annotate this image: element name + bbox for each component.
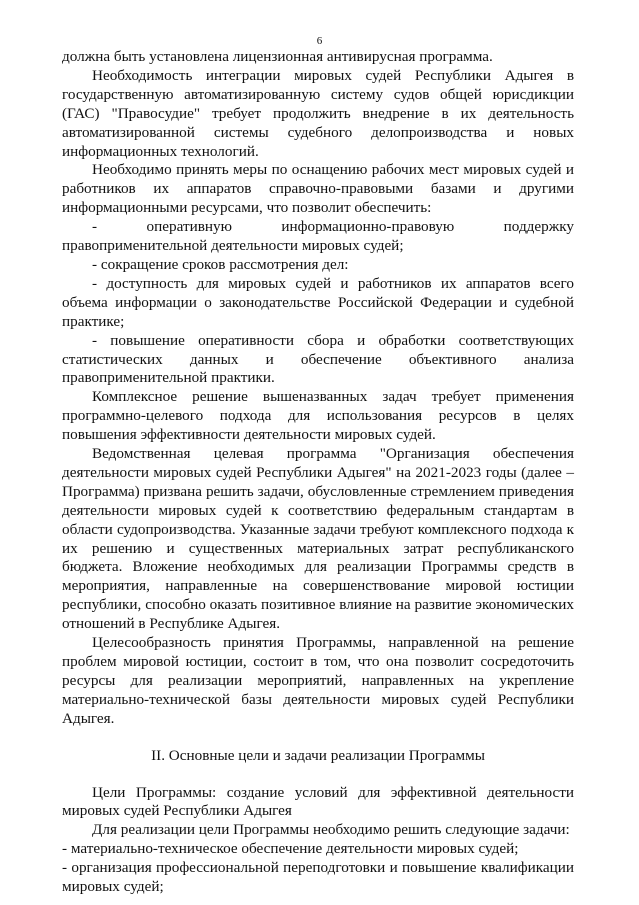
section-intro [62,48,574,729]
section-goals [62,784,574,897]
paragraph: Необходимо принять меры по оснащению рабочих мест мировых судей и работников их аппаратов справочно-правовыми базами и другими информационными ресурсами, что позволит обеспечить: [62,161,574,217]
paragraph: Ведомственная целевая программа "Организация обеспечения деятельности мировых судей Республики Адыгея" на 2021-2023 годы (далее – Программа) призвана решить задачи, обусловленные стремлением приведения деятельности мировых судей к соответствию федеральным стандартам в области судопроизводства. Указанные задачи требуют комплексного подхода к их решению и существенных материальных затрат республиканского бюджета. Вложение необходимых для реализации Программы средств в мероприятия, направленные на совершенствование мировой юстиции республики, способно оказать позитивное влияние на развитие экономических отношений в Республике Адыгея. [62,445,574,633]
paragraph: Цели Программы: создание условий для эффективной деятельности мировых судей Республики Адыгея [62,783,574,820]
list-item: - оперативную информационно-правовую поддержку правоприменительной деятельности мировых судей; [62,218,574,255]
paragraph: должна быть установлена лицензионная антивирусная программа. [62,48,493,65]
list-item: - сокращение сроков рассмотрения дел: [92,255,349,273]
paragraph: Целесообразность принятия Программы, направленной на решение проблем мировой юстиции, состоит в том, что она позволит сосредоточить ресурсы для реализации мероприятий, направленных на укрепление материально-технической базы деятельности мировых судей Республики Адыгея. [62,634,574,727]
list-item: - доступность для мировых судей и работников их аппаратов всего объема информации о законодательстве Российской Федерации и судебной практике; [62,274,574,330]
paragraph: Необходимость интеграции мировых судей Республики Адыгея в государственную автоматизированную систему судов общей юрисдикции (ГАС) "Правосудие" требует продолжить внедрение в их деятельность автоматизированной системы судебного делопроизводства и новых информационных технологий. [62,66,574,160]
list-item: - материально-техническое обеспечение деятельности мировых судей; [62,840,519,858]
list-item: - повышение оперативности сбора и обработки соответствующих статистических данных и обеспечение объективного анализа правоприменительной практики. [62,331,574,387]
page-number: 6 [316,35,323,47]
paragraph: Комплексное решение вышеназванных задач требует применения программно-целевого подхода для использования ресурсов в целях повышения эффективности деятельности мировых судей. [62,388,574,444]
section-heading: II. Основные цели и задачи реализации Программы [151,746,485,764]
list-item: - организация профессиональной переподготовки и повышение квалификации мировых судей; [62,859,574,896]
document-body [62,48,574,897]
paragraph: Для реализации цели Программы необходимо решить следующие задачи: [92,821,570,839]
